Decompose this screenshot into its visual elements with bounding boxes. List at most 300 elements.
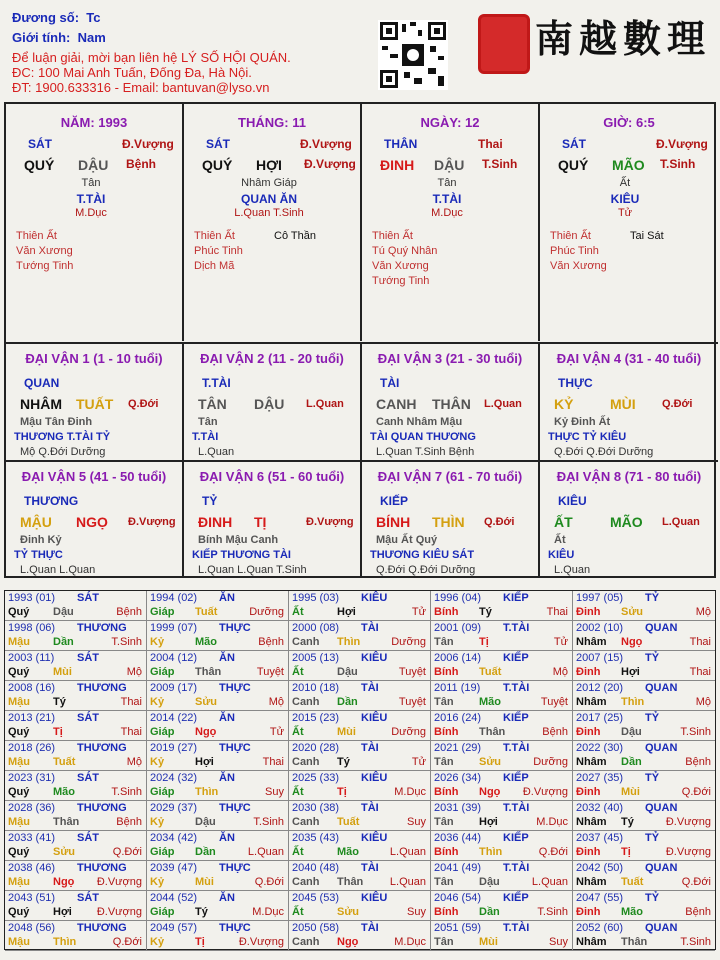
year-stem: Quý [8,666,30,678]
address-line: ĐC: 100 Mai Anh Tuấn, Đống Đa, Hà Nội. [12,65,252,80]
year-branch: Hợi [337,606,356,618]
year-branch: Dần [53,636,74,648]
dai-van-title: ĐẠI VẬN 8 (71 - 80 tuổi) [556,469,702,484]
year-god: THƯƠNG [77,802,127,814]
table-row [147,801,289,831]
table-row [5,801,147,831]
dai-van-hidden: Kỷ Đinh Ất [554,416,611,428]
year-label: 2051 (59) [434,922,482,934]
year-status: Thai [689,636,711,648]
table-row [289,681,431,711]
table-row [573,771,715,801]
star-item-right: Cô Thần [274,230,316,242]
year-god: THƯƠNG [77,922,127,934]
star-item: Thiên Ất [194,230,235,242]
table-row [147,771,289,801]
dai-van-2 [184,342,362,460]
dai-van-hidden: Bính Mậu Canh [198,534,279,546]
pillar-title: NGÀY: 12 [420,115,480,130]
table-row [573,831,715,861]
year-status: Q.Đới [681,786,711,798]
year-god: THỰC [219,802,251,814]
year-status: Tử [553,636,568,648]
year-branch: Tị [195,936,205,948]
table-row [5,921,147,951]
year-label: 2035 (43) [292,832,340,844]
year-status: Tử [269,726,284,738]
year-god: QUAN [645,622,678,634]
star-item: Phúc Tinh [194,245,243,257]
table-row [147,741,289,771]
year-stem: Tân [434,936,454,948]
year-stem: Bính [434,846,459,858]
dai-van-status: Q.Đới Q.Đới Dưỡng [554,446,654,458]
year-status: Thai [689,666,711,678]
table-row [5,891,147,921]
year-god: QUAN [645,922,678,934]
phone-email-line[interactable]: ĐT: 1900.633316 - Email: bantuvan@lyso.vn [12,80,270,95]
year-god: T.TÀI [503,862,530,874]
year-branch: Thân [479,726,506,738]
year-branch: Dậu [621,726,642,738]
year-branch: Thân [195,666,222,678]
year-status: T.Sinh [680,726,711,738]
dai-van-god: T.TÀI [202,376,231,390]
year-status: Đ.Vượng [96,906,142,918]
year-label: 2025 (33) [292,772,340,784]
hidden-god: QUAN ĂN [241,192,297,206]
dai-van-status: L.Quan L.Quan [20,564,96,576]
year-label: 2000 (08) [292,622,340,634]
year-branch: Dậu [53,606,74,618]
dai-van-stem: KỶ [554,396,574,412]
year-stem: Kỷ [150,816,165,828]
year-status: Dưỡng [533,756,568,768]
year-label: 2013 (21) [8,712,56,724]
year-god: THƯƠNG [77,742,127,754]
table-row [431,651,573,681]
dai-van-god: KIÊU [558,494,587,508]
star-item: Văn Xương [550,260,607,272]
year-label: 2023 (31) [8,772,56,784]
gender-label: Giới tính: [12,30,71,45]
year-god: KIÊU [361,772,388,784]
year-branch: Thìn [195,786,219,798]
year-stem: Canh [292,936,320,948]
table-row [5,711,147,741]
year-stem: Nhâm [576,636,607,648]
dai-van-hidden: Đinh Kỷ [20,534,62,546]
year-stem: Canh [292,816,320,828]
hidden-stem: Tân [81,177,101,189]
pillar-1 [184,103,362,341]
year-branch: Hợi [479,816,498,828]
year-branch: Mão [337,846,359,858]
year-branch: Mùi [621,786,640,798]
table-row [289,891,431,921]
dai-van-status: L.Quan T.Sinh Bệnh [376,446,475,458]
table-row [573,651,715,681]
year-stem: Tân [434,696,454,708]
year-status: T.Sinh [111,636,142,648]
year-status: L.Quan [389,876,426,888]
table-row [431,921,573,951]
dai-van-state: Q.Đới [662,398,693,410]
dai-van-stem: ĐINH [198,514,233,530]
year-status: Tử [411,606,426,618]
year-label: 2012 (20) [576,682,624,694]
dai-van-status: L.Quan [198,446,235,458]
year-status: Suy [407,816,426,828]
year-branch: Thân [337,876,364,888]
year-branch: Hợi [53,906,72,918]
star-item: Thiên Ất [16,230,57,242]
gender-row [12,30,106,46]
year-status: Mộ [268,696,284,708]
dai-van-title: ĐẠI VẬN 7 (61 - 70 tuổi) [377,469,523,484]
year-label: 2001 (09) [434,622,482,634]
year-stem: Giáp [150,666,175,678]
year-stem: Bính [434,726,459,738]
year-stem: Ất [292,666,304,678]
table-row [147,621,289,651]
dai-van-gods: TỶ THỰC [14,549,63,561]
year-label: 2039 (47) [150,862,198,874]
dai-van-state: L.Quan [662,516,700,528]
year-god: KIÊU [361,892,388,904]
year-stem: Giáp [150,906,175,918]
year-god: TÀI [361,622,379,634]
hidden-stem: Tân [437,177,457,189]
year-god: ĂN [219,592,235,604]
hidden-god: T.TÀI [432,192,462,206]
year-label: 2044 (52) [150,892,198,904]
year-label: 2017 (25) [576,712,624,724]
table-row [431,591,573,621]
table-row [5,651,147,681]
pillar-0 [6,103,184,341]
year-label: 2016 (24) [434,712,482,724]
year-status: Đ.Vượng [96,876,142,888]
year-label: 2050 (58) [292,922,340,934]
pillar-god: THÂN [384,137,418,151]
dai-van-8 [540,460,718,578]
star-item: Phúc Tinh [550,245,599,257]
year-god: T.TÀI [503,802,530,814]
table-row [573,801,715,831]
year-stem: Quý [8,846,30,858]
table-row [431,831,573,861]
dai-van-title: ĐẠI VẬN 4 (31 - 40 tuổi) [556,351,702,366]
dai-van-status: Q.Đới Q.Đới Dưỡng [376,564,476,576]
year-god: KIÊU [361,652,388,664]
year-branch: Tị [337,786,347,798]
year-status: Bệnh [258,636,284,648]
year-label: 2030 (38) [292,802,340,814]
table-row [573,621,715,651]
dai-van-branch: THÌN [432,514,465,530]
year-status: Suy [549,936,568,948]
year-branch: Thìn [53,936,77,948]
year-status: Đ.Vượng [522,786,568,798]
dai-van-title: ĐẠI VẬN 2 (11 - 20 tuổi) [200,351,344,366]
year-status: L.Quan [531,876,568,888]
year-god: THỰC [219,682,251,694]
year-status: L.Quan [389,846,426,858]
year-stem: Bính [434,906,459,918]
year-branch: Thân [621,936,648,948]
year-god: THƯƠNG [77,862,127,874]
year-branch: Tị [479,636,489,648]
year-god: TỶ [645,772,660,784]
year-branch: Ngọ [621,636,643,648]
table-row [147,711,289,741]
pillar-2 [362,103,540,341]
year-branch: Mùi [195,876,214,888]
year-label: 2022 (30) [576,742,624,754]
table-row [5,831,147,861]
table-row [573,921,715,951]
name-value: Tc [86,10,101,25]
hidden-status: L.Quan T.Sinh [234,207,304,219]
dai-van-hidden: Mậu Tân Đinh [20,416,93,428]
year-stem: Quý [8,726,30,738]
year-stem: Kỷ [150,636,165,648]
year-label: 2043 (51) [8,892,56,904]
year-label: 2002 (10) [576,622,624,634]
pillar-branch: DẬU [78,157,109,173]
table-row [573,861,715,891]
year-stem: Tân [434,816,454,828]
year-status: Q.Đới [538,846,568,858]
year-branch: Ngọ [53,876,75,888]
star-item-right: Tai Sát [630,230,664,242]
dai-van-title: ĐẠI VẬN 3 (21 - 30 tuổi) [377,351,523,366]
dai-van-hidden: Mậu Ất Quý [376,534,438,546]
year-label: 2007 (15) [576,652,624,664]
year-branch: Sửu [337,906,360,918]
star-item: Thiên Ất [550,230,591,242]
year-status: Dưỡng [391,726,426,738]
table-row [147,891,289,921]
year-stem: Kỷ [150,756,165,768]
year-stem: Đinh [576,726,601,738]
year-branch: Tý [621,816,634,828]
year-label: 2014 (22) [150,712,198,724]
table-row [5,861,147,891]
year-god: SÁT [77,592,99,604]
dai-van-gods: TÀI QUAN THƯƠNG [370,431,476,443]
pillar-stem: QUÝ [202,157,233,173]
year-stem: Giáp [150,606,175,618]
year-branch: Dậu [195,816,216,828]
year-label: 2040 (48) [292,862,340,874]
year-branch: Mùi [53,666,72,678]
year-stem: Nhâm [576,696,607,708]
pillar-god: SÁT [206,137,230,151]
year-stem: Giáp [150,846,175,858]
year-label: 2034 (42) [150,832,198,844]
dai-van-stem: ẤT [554,514,573,530]
year-label: 2020 (28) [292,742,340,754]
pillar-state: Đ.Vượng [122,137,174,151]
year-stem: Nhâm [576,936,607,948]
year-label: 2032 (40) [576,802,624,814]
year-god: T.TÀI [503,682,530,694]
year-stem: Nhâm [576,756,607,768]
year-stem: Canh [292,876,320,888]
table-row [289,711,431,741]
year-branch: Mão [621,906,643,918]
year-status: Thai [546,606,568,618]
year-label: 2047 (55) [576,892,624,904]
year-god: TỶ [645,652,660,664]
table-row [147,591,289,621]
year-god: TÀI [361,802,379,814]
year-stem: Ất [292,726,304,738]
dai-van-hidden: Tân [198,416,218,428]
year-branch: Sửu [479,756,502,768]
dai-van-state: L.Quan [484,398,522,410]
year-god: ĂN [219,712,235,724]
year-stem: Canh [292,636,320,648]
year-branch: Mão [195,636,217,648]
star-item: Tú Quý Nhân [372,245,438,257]
year-god: KIÊU [361,712,388,724]
year-branch: Tý [53,696,66,708]
table-row [289,921,431,951]
year-stem: Nhâm [576,876,607,888]
dai-van-gods: KIÊU [548,549,575,561]
year-branch: Sửu [195,696,218,708]
year-status: Đ.Vượng [665,816,711,828]
year-status: Mộ [695,696,711,708]
year-label: 2003 (11) [8,652,55,664]
year-label: 2037 (45) [576,832,624,844]
table-row [573,741,715,771]
year-branch: Hợi [195,756,214,768]
year-god: TỶ [645,892,660,904]
star-item: Dịch Mã [194,260,235,272]
year-label: 2052 (60) [576,922,624,934]
table-row [5,591,147,621]
year-label: 2005 (13) [292,652,340,664]
pillar-stem: QUÝ [24,157,55,173]
year-god: QUAN [645,862,678,874]
year-god: THƯƠNG [77,622,127,634]
dai-van-4 [540,342,718,460]
year-branch: Thìn [479,846,503,858]
year-branch: Mão [479,696,501,708]
table-row [431,861,573,891]
year-status: Suy [265,786,284,798]
table-row [289,801,431,831]
pillar-3 [540,103,718,341]
year-stem: Ất [292,786,304,798]
year-label: 2018 (26) [8,742,56,754]
year-label: 2019 (27) [150,742,198,754]
dai-van-god: THỰC [558,376,593,390]
year-branch: Mùi [479,936,498,948]
table-row [5,771,147,801]
year-stem: Kỷ [150,936,165,948]
table-row [573,711,715,741]
dai-van-state: Đ.Vượng [128,516,176,528]
year-branch: Thân [53,816,80,828]
dai-van-stem: CANH [376,396,417,412]
year-branch: Tý [479,606,492,618]
year-label: 2006 (14) [434,652,482,664]
year-label: 1995 (03) [292,592,340,604]
year-stem: Quý [8,786,30,798]
year-status: Bệnh [542,726,568,738]
dai-van-state: Đ.Vượng [306,516,354,528]
year-stem: Đinh [576,786,601,798]
year-label: 2015 (23) [292,712,340,724]
year-label: 2029 (37) [150,802,198,814]
dai-van-title: ĐẠI VẬN 5 (41 - 50 tuổi) [21,469,167,484]
year-god: THỰC [219,922,251,934]
year-stem: Đinh [576,666,601,678]
table-row [431,741,573,771]
year-status: Bệnh [116,606,142,618]
year-god: KIẾP [503,712,529,724]
dai-van-3 [362,342,540,460]
logo-text: 南越數理 [535,16,712,61]
year-god: SÁT [77,832,99,844]
year-label: 2046 (54) [434,892,482,904]
year-branch: Dậu [479,876,500,888]
year-label: 2026 (34) [434,772,482,784]
year-branch: Dần [195,846,216,858]
year-god: KIẾP [503,592,529,604]
year-label: 2041 (49) [434,862,482,874]
year-label: 1999 (07) [150,622,198,634]
year-label: 2004 (12) [150,652,198,664]
year-status: Suy [407,906,426,918]
year-label: 1997 (05) [576,592,624,604]
year-god: ĂN [219,832,235,844]
year-branch: Ngọ [479,786,501,798]
year-label: 2009 (17) [150,682,198,694]
year-god: KIẾP [503,832,529,844]
star-item: Văn Xương [372,260,429,272]
annual-luck-table [4,590,716,950]
year-stem: Mậu [8,876,30,888]
dai-van-god: TÀI [380,376,400,390]
year-status: Thai [120,696,142,708]
dai-van-god: TỶ [202,494,218,508]
seal-logo-icon [478,14,530,74]
year-branch: Dần [479,906,500,918]
year-stem: Đinh [576,846,601,858]
table-row [431,801,573,831]
year-branch: Hợi [621,666,640,678]
year-stem: Ất [292,606,304,618]
year-branch: Mùi [337,726,356,738]
pillar-status: T.Sinh [660,157,696,171]
year-god: QUAN [645,802,678,814]
star-item: Tướng Tinh [372,275,430,287]
year-stem: Mậu [8,816,30,828]
year-branch: Dần [337,696,358,708]
year-god: SÁT [77,652,99,664]
hidden-status: M.Dục [431,207,463,219]
year-status: Mộ [126,756,142,768]
table-row [573,681,715,711]
year-stem: Canh [292,696,320,708]
year-label: 2010 (18) [292,682,340,694]
